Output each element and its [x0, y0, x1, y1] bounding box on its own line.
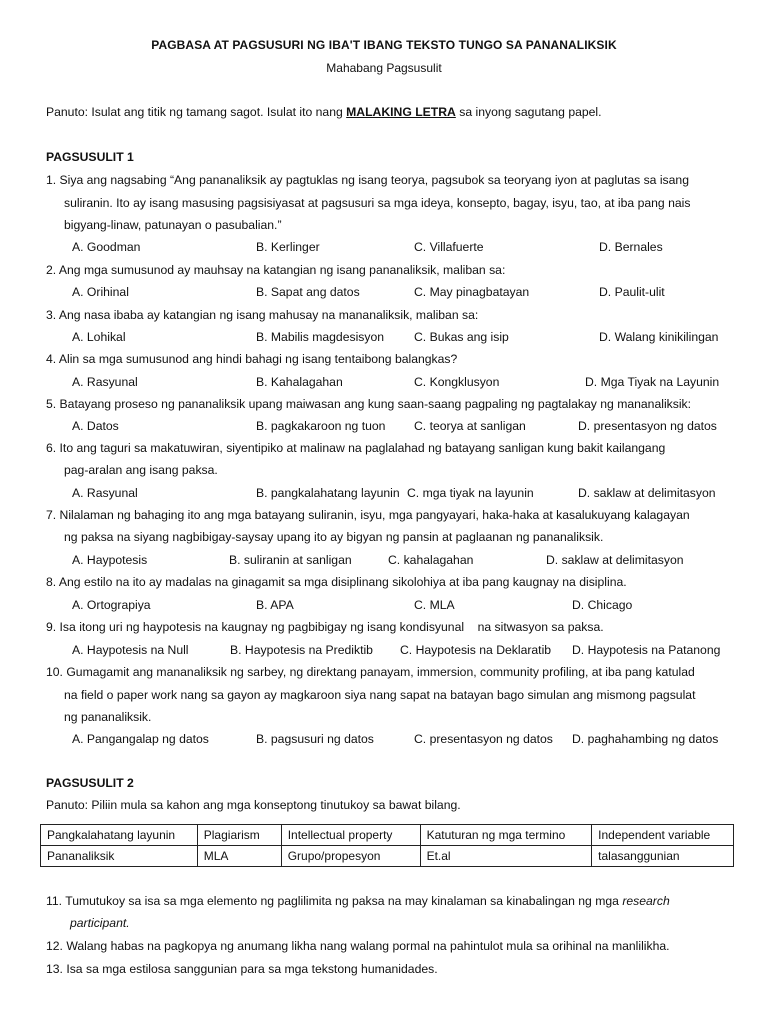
q10-option-b: B. pagsusuri ng datos — [256, 732, 374, 746]
question-6-line-1: 6. Ito ang taguri sa makatuwiran, siyentipiko at malinaw na paglalahad ng batayang sanligan kung bakit kailangang — [46, 441, 666, 455]
question-8-line-1: 8. Ang estilo na ito ay madalas na ginagamit sa mga disiplinang sikolohiya at iba pang kaugnay na disiplina. — [46, 575, 627, 589]
q4-option-b: B. Kahalagahan — [256, 375, 343, 389]
q5-option-b: B. pagkakaroon ng tuon — [256, 419, 386, 433]
q5-option-a: A. Datos — [72, 419, 119, 433]
question-11-text: 11. Tumutukoy sa isa sa mga elemento ng paglilimita ng paksa na may kinalaman sa kinabalingan ng mga — [46, 894, 623, 908]
q7-option-a: A. Haypotesis — [72, 553, 148, 567]
question-9-line-1: 9. Isa itong uri ng haypotesis na kaugnay ng pagbibigay ng isang kondisyunal na sitwasyon sa paksa. — [46, 620, 604, 634]
part2-instructions: Panuto: Piliin mula sa kahon ang mga konseptong tinutukoy sa bawat bilang. — [46, 798, 461, 812]
question-10-line-1: 10. Gumagamit ang mananaliksik ng sarbey, ng direktang panayam, immersion, community profiling, at iba pang katulad — [46, 665, 695, 679]
concept-row — [41, 846, 734, 867]
q10-option-a: A. Pangangalap ng datos — [72, 732, 209, 746]
question-1-line-1: 1. Siya ang nagsabing “Ang pananaliksik ay pagtuklas ng isang teorya, pagsubok sa teoryang iyon at paglutas sa isang — [46, 173, 689, 187]
concept-cell: Plagiarism — [197, 825, 281, 846]
q4-option-a: A. Rasyunal — [72, 375, 138, 389]
q7-option-b: B. suliranin at sanligan — [229, 553, 352, 567]
concept-cell: Pangkalahatang layunin — [41, 825, 198, 846]
question-12: 12. Walang habas na pagkopya ng anumang likha nang walang pormal na pahintulot mula sa orihinal na manlilikha. — [46, 939, 670, 953]
question-10-line-3: ng pananaliksik. — [64, 710, 152, 724]
question-6-line-2: pag-aralan ang isang paksa. — [64, 463, 218, 477]
question-13: 13. Isa sa mga estilosa sanggunian para sa mga tekstong humanidades. — [46, 962, 438, 976]
question-11-line-1 — [46, 894, 670, 908]
q1-option-b: B. Kerlinger — [256, 240, 320, 254]
q1-option-d: D. Bernales — [599, 240, 663, 254]
concept-row — [41, 825, 734, 846]
q2-option-a: A. Orihinal — [72, 285, 129, 299]
q8-option-a: A. Ortograpiya — [72, 598, 151, 612]
page-title: PAGBASA AT PAGSUSURI NG IBA'T IBANG TEKSTO TUNGO SA PANANALIKSIK — [151, 38, 617, 52]
concept-cell: MLA — [197, 846, 281, 867]
question-11-italic: research — [622, 894, 670, 908]
question-5-line-1: 5. Batayang proseso ng pananaliksik upang maiwasan ang kung saan-saang pagpaling ng pagtalakay ng mananaliksik: — [46, 397, 692, 411]
q3-option-d: D. Walang kinikilingan — [599, 330, 719, 344]
question-1-line-3: bigyang-linaw, patunayan o pasubalian.” — [64, 218, 282, 232]
concept-box — [40, 824, 734, 867]
instructions-emphasis: MALAKING LETRA — [346, 105, 456, 119]
q8-option-c: C. MLA — [414, 598, 455, 612]
question-7-line-2: ng paksa na siyang nagbibigay-saysay upang ito ay bigyan ng pansin at paglaanan ng pananaliksik. — [64, 530, 604, 544]
q6-option-b: B. pangkalahatang layunin — [256, 486, 400, 500]
question-10-line-2: na field o paper work nang sa gayon ay magkaroon siya nang sapat na batayan bago simulan ang mismong pagsulat — [64, 688, 696, 702]
q8-option-d: D. Chicago — [572, 598, 633, 612]
q9-option-a: A. Haypotesis na Null — [72, 643, 189, 657]
concept-cell: Et.al — [420, 846, 592, 867]
q3-option-b: B. Mabilis magdesisyon — [256, 330, 385, 344]
q4-option-d: D. Mga Tiyak na Layunin — [585, 375, 720, 389]
q6-option-d: D. saklaw at delimitasyon — [578, 486, 716, 500]
instructions-before: Panuto: Isulat ang titik ng tamang sagot. Isulat ito nang — [46, 105, 347, 119]
q6-option-c: C. mga tiyak na layunin — [407, 486, 534, 500]
part1-heading: PAGSUSULIT 1 — [46, 150, 134, 164]
q2-option-d: D. Paulit-ulit — [599, 285, 665, 299]
concept-cell: Katuturan ng mga termino — [420, 825, 592, 846]
part2-heading: PAGSUSULIT 2 — [46, 776, 134, 790]
question-7-line-1: 7. Nilalaman ng bahaging ito ang mga batayang suliranin, isyu, mga pangyayari, haka-haka at kasalukuyang kalagayan — [46, 508, 690, 522]
question-2-line-1: 2. Ang mga sumusunod ay mauhsay na katangian ng isang pananaliksik, maliban sa: — [46, 263, 506, 277]
q9-option-b: B. Haypotesis na Prediktib — [230, 643, 373, 657]
q9-option-d: D. Haypotesis na Patanong — [572, 643, 721, 657]
q8-option-b: B. APA — [256, 598, 294, 612]
concept-cell: Grupo/propesyon — [281, 846, 420, 867]
q5-option-c: C. teorya at sanligan — [414, 419, 526, 433]
q10-option-d: D. paghahambing ng datos — [572, 732, 719, 746]
concept-cell: Pananaliksik — [41, 846, 198, 867]
q9-option-c: C. Haypotesis na Deklaratib — [400, 643, 552, 657]
concept-cell: Independent variable — [592, 825, 734, 846]
question-1-line-2: suliranin. Ito ay isang masusing pagsisiyasat at pagsusuri sa mga ideya, konsepto, bagay, isyu, tao, at iba pang nais — [64, 196, 691, 210]
q7-option-c: C. kahalagahan — [388, 553, 474, 567]
question-3-line-1: 3. Ang nasa ibaba ay katangian ng isang mahusay na mananaliksik, maliban sa: — [46, 308, 479, 322]
concept-cell: Intellectual property — [281, 825, 420, 846]
q5-option-d: D. presentasyon ng datos — [578, 419, 717, 433]
q4-option-c: C. Kongklusyon — [414, 375, 500, 389]
q6-option-a: A. Rasyunal — [72, 486, 138, 500]
q1-option-c: C. Villafuerte — [414, 240, 484, 254]
q2-option-b: B. Sapat ang datos — [256, 285, 360, 299]
q7-option-d: D. saklaw at delimitasyon — [546, 553, 684, 567]
page-subtitle: Mahabang Pagsusulit — [326, 61, 442, 75]
q3-option-a: A. Lohikal — [72, 330, 126, 344]
instructions — [46, 105, 602, 119]
q3-option-c: C. Bukas ang isip — [414, 330, 509, 344]
question-4-line-1: 4. Alin sa mga sumusunod ang hindi bahagi ng isang tentaibong balangkas? — [46, 352, 458, 366]
q1-option-a: A. Goodman — [72, 240, 141, 254]
instructions-after: sa inyong sagutang papel. — [455, 105, 602, 119]
question-11-line-2: participant. — [70, 916, 130, 930]
q2-option-c: C. May pinagbatayan — [414, 285, 530, 299]
concept-cell: talasanggunian — [592, 846, 734, 867]
q10-option-c: C. presentasyon ng datos — [414, 732, 553, 746]
